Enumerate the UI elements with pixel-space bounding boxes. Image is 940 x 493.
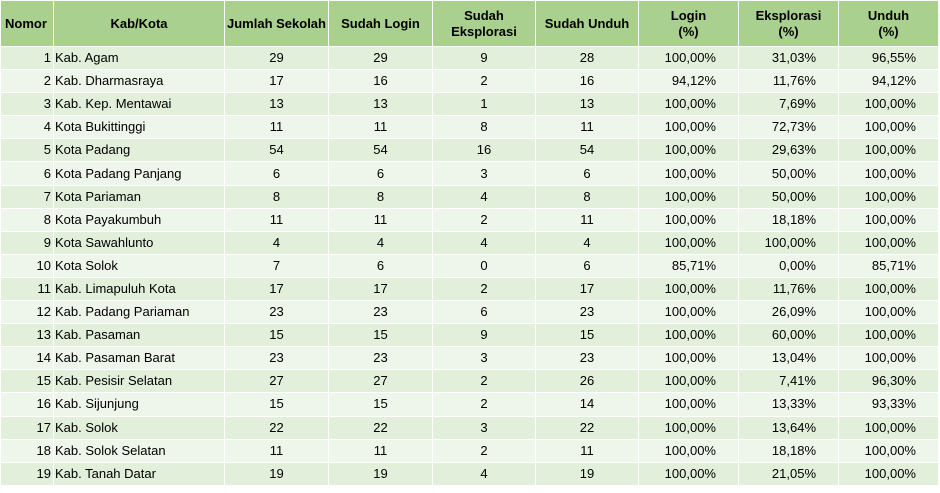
cell-sudah-eksplorasi: 3 [433, 347, 536, 370]
table-row [1, 254, 939, 277]
cell-login-pct: 100,00% [639, 301, 739, 324]
cell-jumlah-sekolah: 22 [225, 416, 329, 439]
header-nomor: Nomor [1, 1, 54, 47]
cell-login-pct: 100,00% [639, 162, 739, 185]
cell-sudah-unduh: 8 [536, 185, 639, 208]
cell-unduh-pct: 100,00% [839, 439, 939, 462]
cell-sudah-eksplorasi: 2 [433, 439, 536, 462]
cell-kabkota: Kota Padang Panjang [54, 162, 225, 185]
cell-nomor: 8 [1, 208, 54, 231]
cell-sudah-unduh: 11 [536, 208, 639, 231]
cell-kabkota: Kota Padang [54, 139, 225, 162]
cell-sudah-unduh: 28 [536, 47, 639, 70]
table-row [1, 93, 939, 116]
cell-sudah-unduh: 6 [536, 162, 639, 185]
cell-sudah-login: 23 [329, 347, 433, 370]
cell-kabkota: Kab. Agam [54, 47, 225, 70]
table-body [1, 47, 939, 486]
table-row [1, 347, 939, 370]
cell-eksplorasi-pct: 21,05% [739, 462, 839, 485]
cell-unduh-pct: 100,00% [839, 139, 939, 162]
cell-unduh-pct: 100,00% [839, 208, 939, 231]
header-unduh-pct [839, 1, 939, 47]
cell-jumlah-sekolah: 19 [225, 462, 329, 485]
cell-sudah-login: 13 [329, 93, 433, 116]
cell-sudah-eksplorasi: 6 [433, 301, 536, 324]
cell-sudah-eksplorasi: 4 [433, 231, 536, 254]
cell-jumlah-sekolah: 29 [225, 47, 329, 70]
table-row [1, 47, 939, 70]
cell-sudah-login: 19 [329, 462, 433, 485]
cell-kabkota: Kab. Solok Selatan [54, 439, 225, 462]
cell-unduh-pct: 100,00% [839, 347, 939, 370]
cell-nomor: 7 [1, 185, 54, 208]
table-row [1, 439, 939, 462]
cell-eksplorasi-pct: 7,41% [739, 370, 839, 393]
header-sudah-eksplorasi-line1: Sudah [464, 7, 504, 23]
cell-sudah-eksplorasi: 4 [433, 462, 536, 485]
cell-sudah-unduh: 17 [536, 277, 639, 300]
cell-eksplorasi-pct: 13,64% [739, 416, 839, 439]
cell-nomor: 6 [1, 162, 54, 185]
cell-jumlah-sekolah: 15 [225, 393, 329, 416]
cell-nomor: 9 [1, 231, 54, 254]
cell-kabkota: Kab. Pesisir Selatan [54, 370, 225, 393]
cell-kabkota: Kota Sawahlunto [54, 231, 225, 254]
cell-sudah-login: 11 [329, 439, 433, 462]
header-login-pct-line1: Login [670, 7, 707, 23]
cell-sudah-login: 23 [329, 301, 433, 324]
table-row [1, 462, 939, 485]
cell-sudah-unduh: 54 [536, 139, 639, 162]
cell-sudah-unduh: 14 [536, 393, 639, 416]
cell-kabkota: Kota Solok [54, 254, 225, 277]
table-row [1, 301, 939, 324]
cell-kabkota: Kota Payakumbuh [54, 208, 225, 231]
cell-sudah-unduh: 11 [536, 439, 639, 462]
cell-sudah-login: 11 [329, 116, 433, 139]
cell-login-pct: 100,00% [639, 116, 739, 139]
cell-jumlah-sekolah: 23 [225, 347, 329, 370]
cell-eksplorasi-pct: 31,03% [739, 47, 839, 70]
cell-sudah-unduh: 22 [536, 416, 639, 439]
header-sudah-eksplorasi [433, 1, 536, 47]
cell-jumlah-sekolah: 8 [225, 185, 329, 208]
cell-jumlah-sekolah: 4 [225, 231, 329, 254]
cell-nomor: 19 [1, 462, 54, 485]
cell-sudah-eksplorasi: 9 [433, 47, 536, 70]
header-login-pct [639, 1, 739, 47]
table-row [1, 139, 939, 162]
cell-eksplorasi-pct: 50,00% [739, 185, 839, 208]
cell-unduh-pct: 93,33% [839, 393, 939, 416]
cell-sudah-login: 29 [329, 47, 433, 70]
cell-sudah-login: 11 [329, 208, 433, 231]
cell-sudah-unduh: 23 [536, 301, 639, 324]
cell-nomor: 1 [1, 47, 54, 70]
cell-sudah-unduh: 11 [536, 116, 639, 139]
table-row [1, 208, 939, 231]
cell-eksplorasi-pct: 100,00% [739, 231, 839, 254]
cell-sudah-eksplorasi: 1 [433, 93, 536, 116]
cell-jumlah-sekolah: 6 [225, 162, 329, 185]
header-sudah-eksplorasi-line2: Eksplorasi [451, 23, 517, 39]
cell-sudah-login: 27 [329, 370, 433, 393]
cell-eksplorasi-pct: 7,69% [739, 93, 839, 116]
cell-unduh-pct: 100,00% [839, 277, 939, 300]
cell-kabkota: Kab. Padang Pariaman [54, 301, 225, 324]
cell-sudah-login: 17 [329, 277, 433, 300]
cell-kabkota: Kab. Limapuluh Kota [54, 277, 225, 300]
cell-nomor: 3 [1, 93, 54, 116]
table-header [1, 1, 939, 47]
cell-unduh-pct: 100,00% [839, 231, 939, 254]
cell-login-pct: 100,00% [639, 370, 739, 393]
cell-login-pct: 85,71% [639, 254, 739, 277]
cell-kabkota: Kab. Tanah Datar [54, 462, 225, 485]
cell-unduh-pct: 100,00% [839, 162, 939, 185]
header-unduh-pct-line1: Unduh [867, 7, 910, 23]
cell-nomor: 18 [1, 439, 54, 462]
cell-unduh-pct: 94,12% [839, 70, 939, 93]
cell-kabkota: Kab. Kep. Mentawai [54, 93, 225, 116]
cell-eksplorasi-pct: 72,73% [739, 116, 839, 139]
cell-login-pct: 100,00% [639, 393, 739, 416]
table-row [1, 277, 939, 300]
cell-eksplorasi-pct: 13,04% [739, 347, 839, 370]
table-row [1, 185, 939, 208]
cell-sudah-eksplorasi: 0 [433, 254, 536, 277]
header-login-pct-line2: (%) [678, 23, 699, 39]
cell-kabkota: Kota Pariaman [54, 185, 225, 208]
cell-login-pct: 100,00% [639, 277, 739, 300]
cell-sudah-eksplorasi: 2 [433, 277, 536, 300]
cell-sudah-unduh: 23 [536, 347, 639, 370]
cell-unduh-pct: 96,30% [839, 370, 939, 393]
cell-jumlah-sekolah: 27 [225, 370, 329, 393]
cell-login-pct: 100,00% [639, 324, 739, 347]
cell-unduh-pct: 100,00% [839, 93, 939, 116]
cell-sudah-eksplorasi: 3 [433, 162, 536, 185]
cell-unduh-pct: 96,55% [839, 47, 939, 70]
cell-eksplorasi-pct: 26,09% [739, 301, 839, 324]
cell-nomor: 13 [1, 324, 54, 347]
cell-eksplorasi-pct: 29,63% [739, 139, 839, 162]
cell-nomor: 15 [1, 370, 54, 393]
cell-nomor: 12 [1, 301, 54, 324]
cell-sudah-eksplorasi: 2 [433, 70, 536, 93]
cell-sudah-eksplorasi: 2 [433, 208, 536, 231]
cell-sudah-unduh: 19 [536, 462, 639, 485]
table-row [1, 70, 939, 93]
cell-eksplorasi-pct: 11,76% [739, 70, 839, 93]
cell-unduh-pct: 85,71% [839, 254, 939, 277]
cell-eksplorasi-pct: 50,00% [739, 162, 839, 185]
table-row [1, 370, 939, 393]
cell-nomor: 2 [1, 70, 54, 93]
cell-jumlah-sekolah: 15 [225, 324, 329, 347]
cell-sudah-login: 6 [329, 162, 433, 185]
cell-sudah-unduh: 4 [536, 231, 639, 254]
table-row [1, 162, 939, 185]
cell-eksplorasi-pct: 18,18% [739, 208, 839, 231]
cell-unduh-pct: 100,00% [839, 301, 939, 324]
cell-jumlah-sekolah: 7 [225, 254, 329, 277]
cell-sudah-eksplorasi: 2 [433, 370, 536, 393]
cell-jumlah-sekolah: 17 [225, 70, 329, 93]
cell-login-pct: 100,00% [639, 462, 739, 485]
cell-eksplorasi-pct: 60,00% [739, 324, 839, 347]
cell-sudah-login: 6 [329, 254, 433, 277]
header-row [1, 1, 939, 47]
cell-login-pct: 100,00% [639, 47, 739, 70]
header-sudah-login: Sudah Login [329, 1, 433, 47]
cell-jumlah-sekolah: 11 [225, 208, 329, 231]
cell-nomor: 16 [1, 393, 54, 416]
table-row [1, 116, 939, 139]
cell-login-pct: 100,00% [639, 208, 739, 231]
cell-sudah-unduh: 13 [536, 93, 639, 116]
cell-sudah-eksplorasi: 2 [433, 393, 536, 416]
cell-login-pct: 94,12% [639, 70, 739, 93]
cell-sudah-eksplorasi: 4 [433, 185, 536, 208]
header-jumlah-sekolah: Jumlah Sekolah [225, 1, 329, 47]
table-row [1, 393, 939, 416]
cell-sudah-unduh: 15 [536, 324, 639, 347]
cell-jumlah-sekolah: 11 [225, 116, 329, 139]
cell-sudah-eksplorasi: 8 [433, 116, 536, 139]
cell-eksplorasi-pct: 0,00% [739, 254, 839, 277]
cell-sudah-eksplorasi: 3 [433, 416, 536, 439]
cell-login-pct: 100,00% [639, 439, 739, 462]
cell-unduh-pct: 100,00% [839, 324, 939, 347]
cell-nomor: 4 [1, 116, 54, 139]
cell-nomor: 14 [1, 347, 54, 370]
cell-login-pct: 100,00% [639, 416, 739, 439]
cell-login-pct: 100,00% [639, 231, 739, 254]
cell-unduh-pct: 100,00% [839, 116, 939, 139]
cell-sudah-login: 15 [329, 393, 433, 416]
cell-jumlah-sekolah: 13 [225, 93, 329, 116]
cell-sudah-unduh: 26 [536, 370, 639, 393]
header-eksplorasi-pct-line2: (%) [778, 23, 799, 39]
cell-kabkota: Kab. Dharmasraya [54, 70, 225, 93]
cell-kabkota: Kab. Pasaman Barat [54, 347, 225, 370]
cell-kabkota: Kab. Solok [54, 416, 225, 439]
cell-sudah-login: 15 [329, 324, 433, 347]
table-row [1, 324, 939, 347]
cell-kabkota: Kab. Sijunjung [54, 393, 225, 416]
cell-login-pct: 100,00% [639, 347, 739, 370]
header-eksplorasi-pct [739, 1, 839, 47]
header-eksplorasi-pct-line1: Eksplorasi [755, 7, 822, 23]
cell-jumlah-sekolah: 54 [225, 139, 329, 162]
cell-unduh-pct: 100,00% [839, 185, 939, 208]
cell-eksplorasi-pct: 13,33% [739, 393, 839, 416]
header-sudah-unduh: Sudah Unduh [536, 1, 639, 47]
cell-nomor: 17 [1, 416, 54, 439]
cell-eksplorasi-pct: 11,76% [739, 277, 839, 300]
cell-sudah-unduh: 6 [536, 254, 639, 277]
header-unduh-pct-line2: (%) [878, 23, 899, 39]
cell-kabkota: Kota Bukittinggi [54, 116, 225, 139]
table-row [1, 416, 939, 439]
cell-sudah-eksplorasi: 9 [433, 324, 536, 347]
cell-nomor: 11 [1, 277, 54, 300]
cell-unduh-pct: 100,00% [839, 416, 939, 439]
cell-sudah-login: 16 [329, 70, 433, 93]
cell-jumlah-sekolah: 23 [225, 301, 329, 324]
cell-jumlah-sekolah: 17 [225, 277, 329, 300]
cell-kabkota: Kab. Pasaman [54, 324, 225, 347]
cell-nomor: 5 [1, 139, 54, 162]
cell-sudah-login: 8 [329, 185, 433, 208]
cell-eksplorasi-pct: 18,18% [739, 439, 839, 462]
cell-login-pct: 100,00% [639, 93, 739, 116]
cell-login-pct: 100,00% [639, 139, 739, 162]
cell-sudah-unduh: 16 [536, 70, 639, 93]
cell-login-pct: 100,00% [639, 185, 739, 208]
cell-jumlah-sekolah: 11 [225, 439, 329, 462]
header-kabkota: Kab/Kota [54, 1, 225, 47]
cell-sudah-login: 22 [329, 416, 433, 439]
cell-sudah-login: 54 [329, 139, 433, 162]
table-row [1, 231, 939, 254]
cell-sudah-login: 4 [329, 231, 433, 254]
cell-unduh-pct: 100,00% [839, 462, 939, 485]
cell-sudah-eksplorasi: 16 [433, 139, 536, 162]
cell-nomor: 10 [1, 254, 54, 277]
